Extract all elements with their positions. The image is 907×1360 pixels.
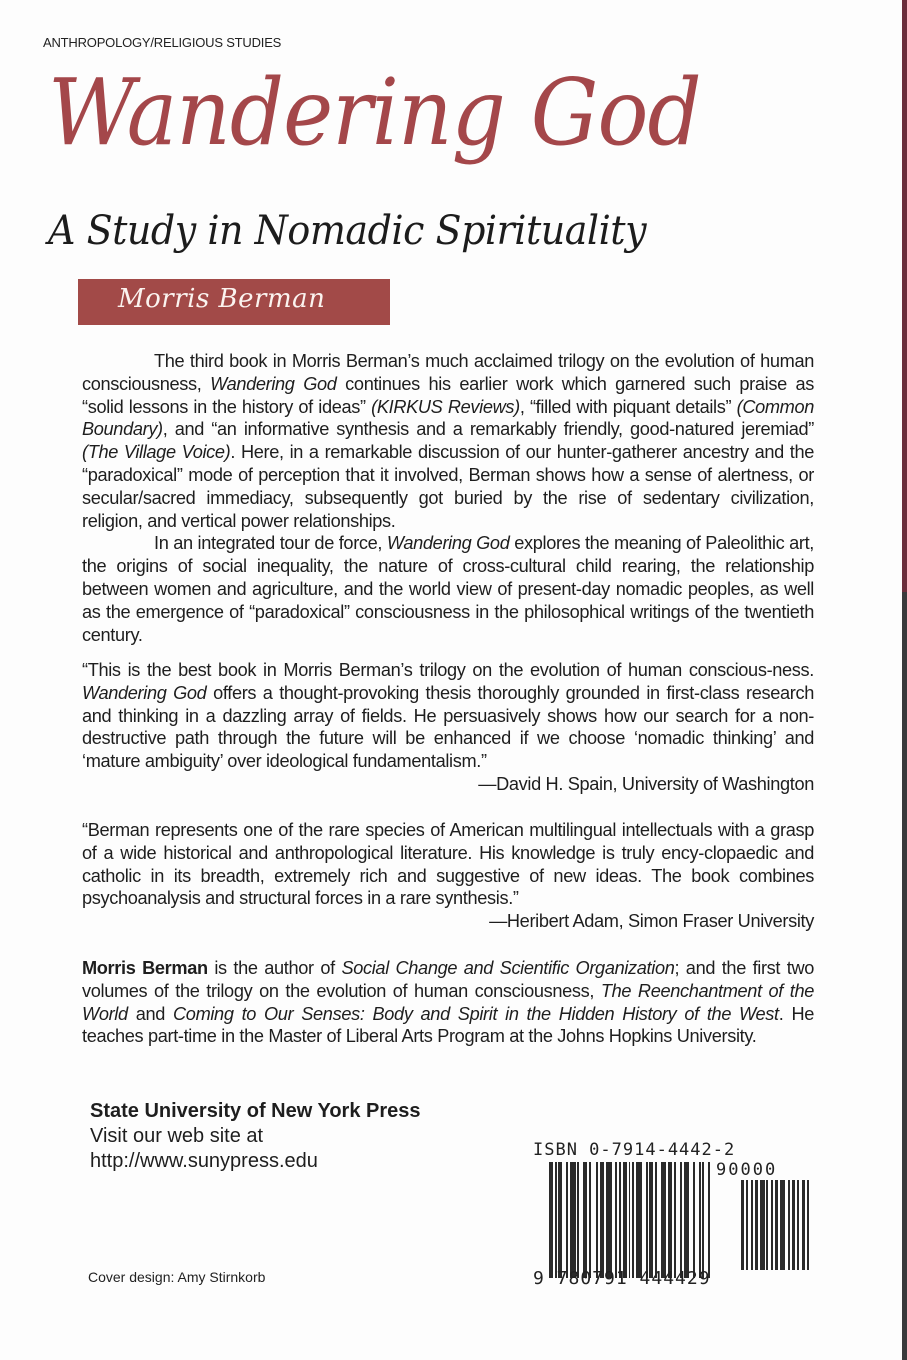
author-name: Morris Berman	[118, 284, 326, 314]
quote-text: “Berman represents one of the rare species of American multilingual intellectuals with a grasp of a wide historical and anthropological literature. His knowledge is truly ency-clopaedic and catholic in its breadth, extremely rich and suggestive of new ideas. The book combines psychoanalysis and structural forces in a rare synthesis.”	[82, 820, 814, 909]
barcode-bar	[807, 1180, 809, 1270]
quote-text: “This is the best book in Morris Berman’s trilogy on the evolution of human conscious-ness. Wandering God offers a thought-provoking thesis thoroughly grounded in first-class research and thinking in a dazzling array of fields. He persuasively shows how our search for a non-destructive path through the future will be enhanced if we choose ‘nomadic thinking’ and ‘mature ambiguity’ over ideological fundamentalism.”	[82, 660, 814, 772]
ean-digits: 9 780791 444429	[533, 1268, 711, 1289]
description-paragraph-1: The third book in Morris Berman’s much acclaimed trilogy on the evolution of human consciousness, Wandering God continues his earlier work which garnered such praise as “solid lessons in the history of ideas” (KIRKUS Reviews), “filled with piquant details” (Common Boundary), and “an informative synthesis and a remarkably friendly, good-natured jeremiad” (The Village Voice). Here, in a remarkable discussion of our hunter-gatherer ancestry and the “paradoxical” mode of perception that it involved, Berman shows how a sense of alertness, or secular/sacred immediacy, subsequently got buried by the rise of sedentary civilization, religion, and vertical power relationships.	[82, 351, 814, 531]
cover-design-credit: Cover design: Amy Stirnkorb	[88, 1269, 266, 1285]
category-label: ANTHROPOLOGY/RELIGIOUS STUDIES	[43, 35, 282, 50]
isbn-barcode	[533, 1140, 823, 1300]
review-quote-1	[82, 659, 814, 796]
publisher-url[interactable]: http://www.sunypress.edu	[90, 1150, 318, 1172]
barcode-space	[710, 1162, 712, 1278]
barcode-bars-addon	[741, 1180, 817, 1270]
book-subtitle: A Study in Nomadic Spirituality	[48, 208, 647, 254]
barcode-bars-main	[549, 1162, 727, 1278]
bio-text: Morris Berman is the author of Social Change and Scientific Organization; and the first two volumes of the trilogy on the evolution of human consciousness, The Reenchantment of the World and Coming to Our Senses: Body and Spirit in the Hidden History of the West. He teaches part-time in the Master of Liberal Arts Program at the Johns Hopkins University.	[82, 958, 815, 1047]
isbn-label: ISBN 0-7914-4442-2	[533, 1140, 736, 1160]
spine-edge-maroon	[902, 0, 907, 592]
publisher-visit-label: Visit our web site at	[90, 1125, 264, 1147]
quote-attribution: —Heribert Adam, Simon Fraser University	[489, 911, 814, 932]
description	[82, 350, 814, 646]
quote-attribution: —David H. Spain, University of Washington	[478, 773, 814, 794]
description-paragraph-2: In an integrated tour de force, Wandering God explores the meaning of Paleolithic art, the origins of social inequality, the nature of cross-cultural child rearing, the relationship between women and agriculture, and the world view of present-day nomadic peoples, as well as the emergence of “paradoxical” consciousness in the philosophical writings of the twentieth century.	[82, 533, 814, 645]
review-quote-2	[82, 819, 814, 933]
author-bio	[82, 957, 814, 1048]
price-code: 90000	[716, 1160, 778, 1180]
spine-edge-dark	[902, 592, 907, 1360]
author-band	[78, 279, 390, 325]
publisher-name: State University of New York Press	[90, 1100, 421, 1122]
publisher-block	[90, 1099, 421, 1174]
book-title: Wandering God	[48, 59, 701, 166]
